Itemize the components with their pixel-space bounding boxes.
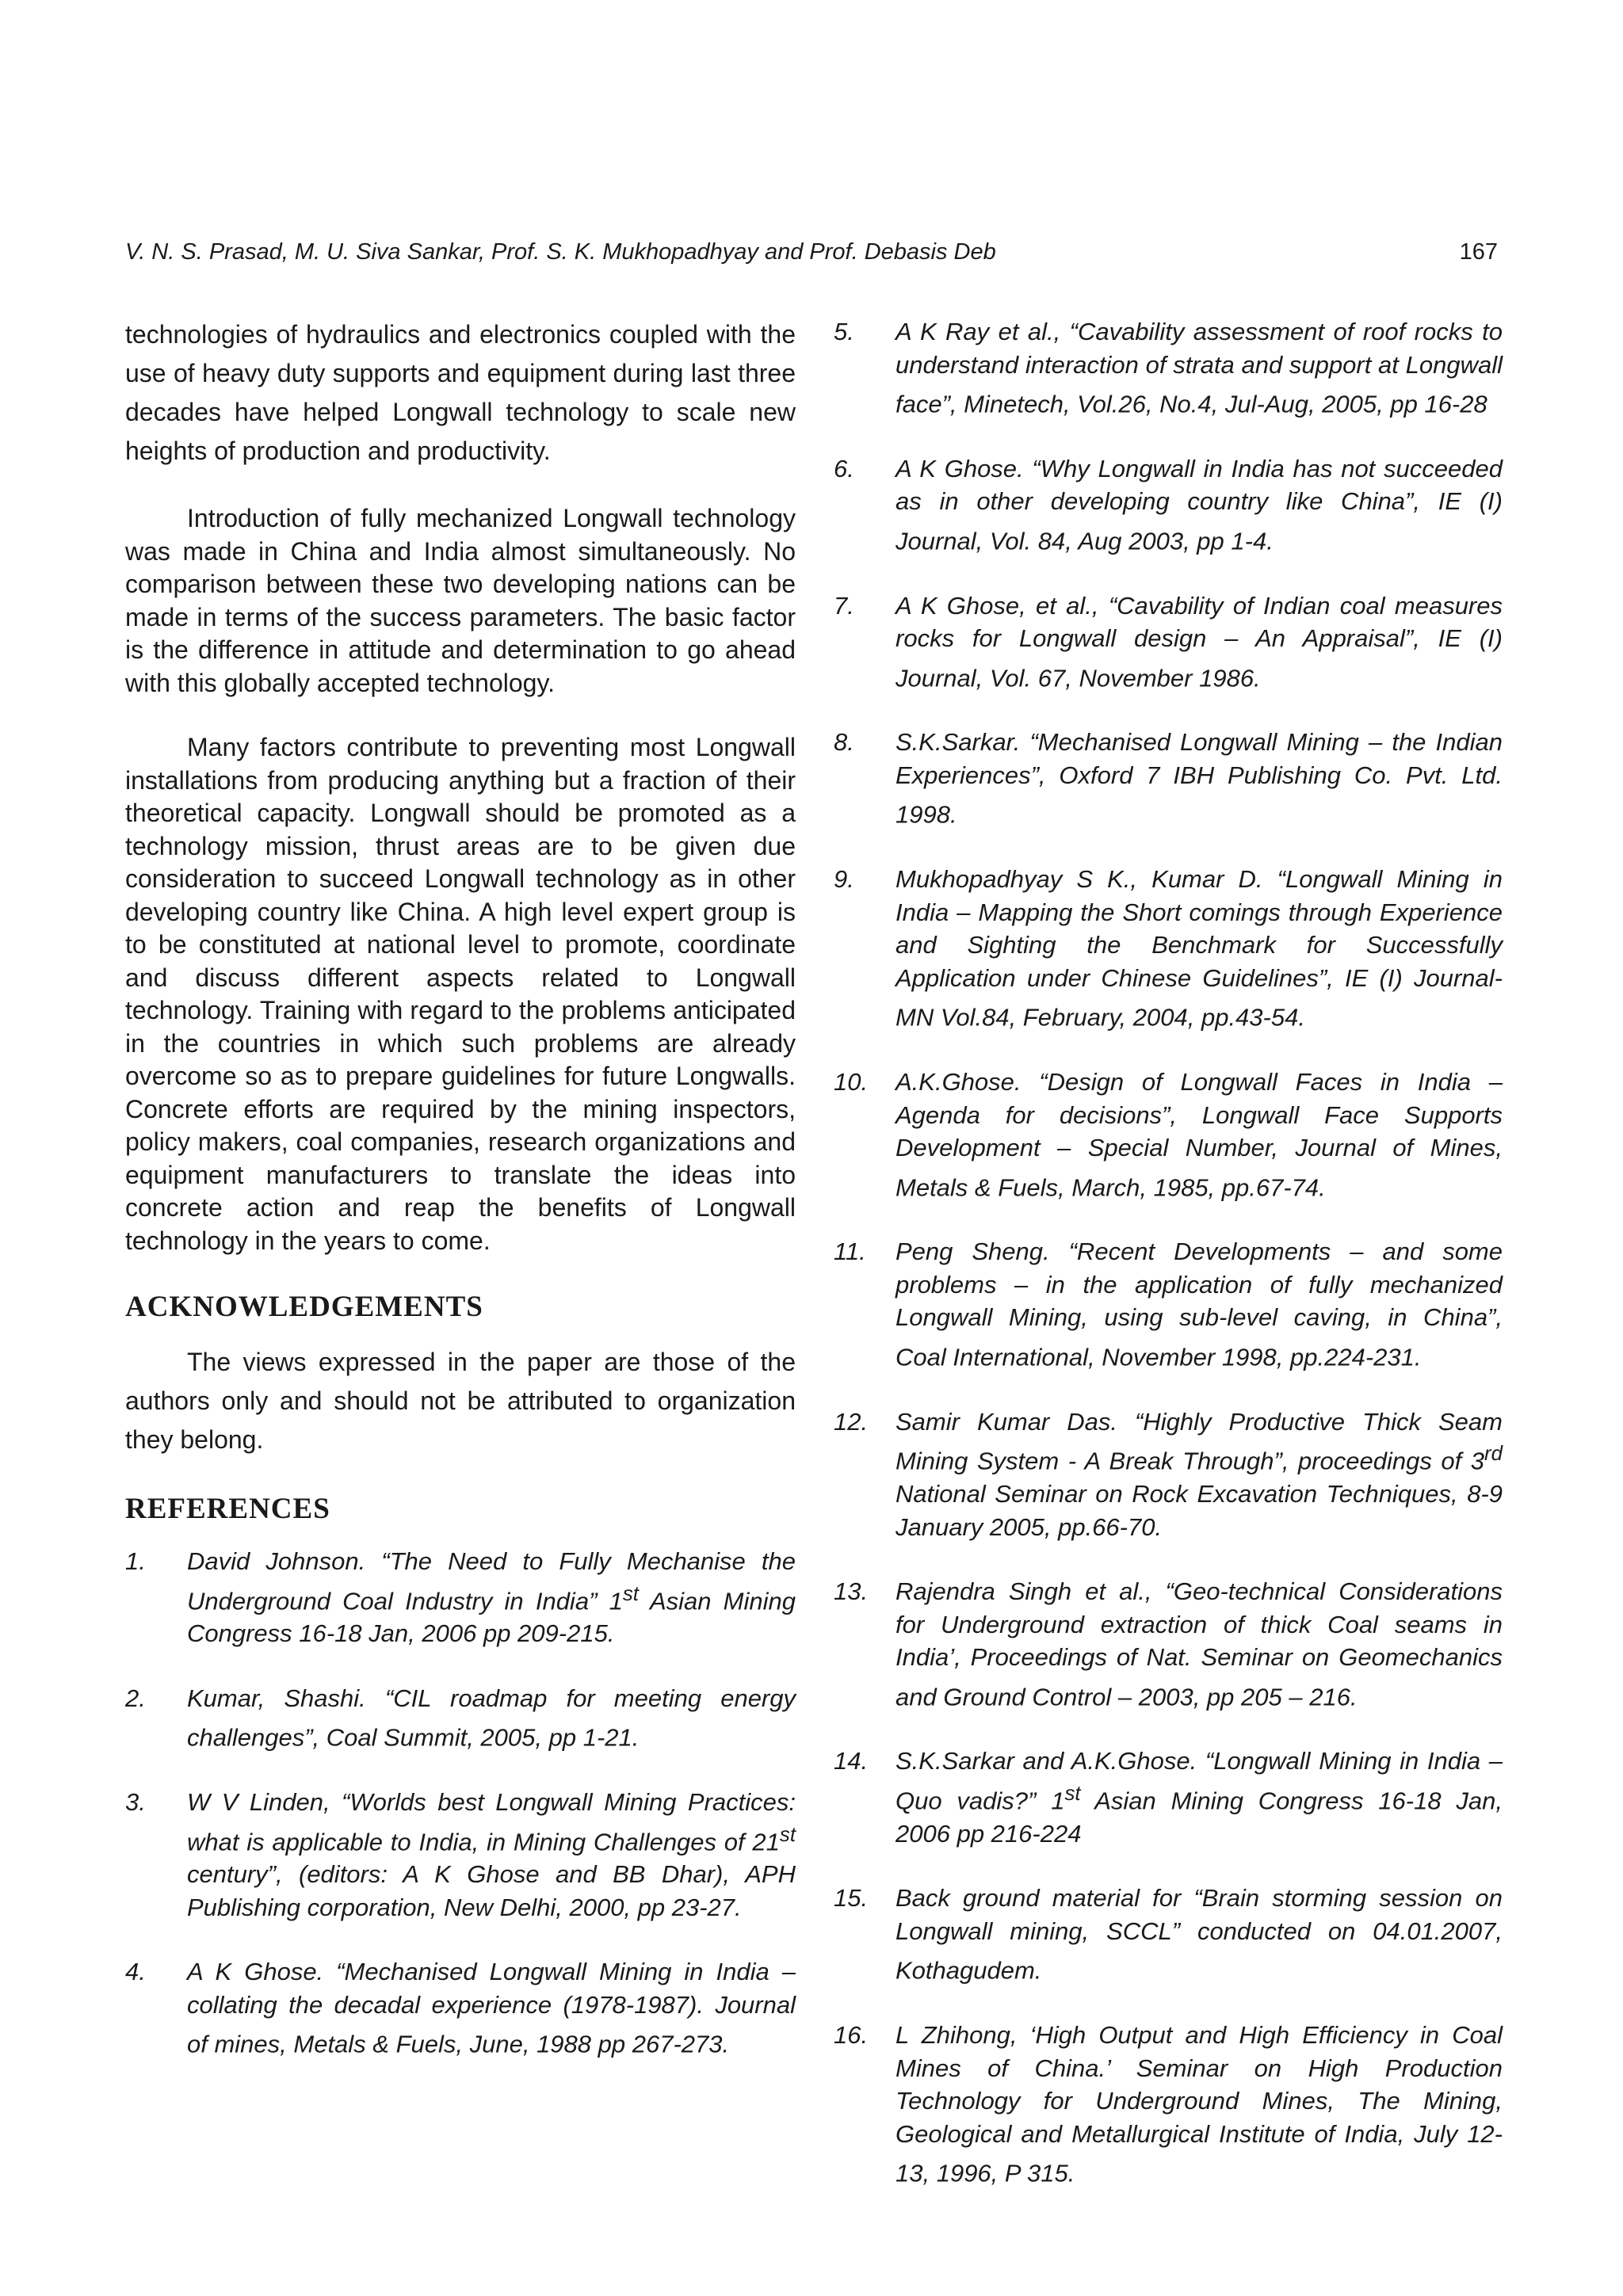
reference-number: 5. (834, 318, 854, 345)
reference-item: 1. David Johnson. “The Need to Fully Mechanise the Underground Coal Industry in India” 1st Asian Mining Congress 16-18 Jan, 2006 pp 209-215. (125, 1545, 796, 1650)
reference-item: 6. A K Ghose. “Why Longwall in India has not succeeded as in other developing country like China”, IE (I) Journal, Vol. 84, Aug 2003, pp 1-4. (834, 452, 1503, 558)
reference-item: 12. Samir Kumar Das. “Highly Productive Thick Seam Mining System - A Break Through”, proceedings of 3rd National Seminar on Rock Excavation Techniques, 8-9 January 2005, pp.66-70. (834, 1405, 1503, 1543)
reference-number: 12. (834, 1407, 869, 1436)
reference-number: 14. (834, 1747, 869, 1775)
reference-item: 15. Back ground material for “Brain storming session on Longwall mining, SCCL” conducted on 04.01.2007, Kothagudem. (834, 1882, 1503, 1987)
reference-number: 16. (834, 2021, 869, 2050)
reference-number: 8. (834, 728, 854, 757)
page-number: 167 (1459, 239, 1498, 265)
reference-number: 15. (834, 1884, 869, 1913)
reference-number: 4. (125, 1958, 146, 1986)
right-column (834, 315, 1503, 2222)
reference-item: 13. Rajendra Singh et al., “Geo-technical Considerations for Underground extraction of thick Coal seams in India’, Proceedings of Nat. Seminar on Geomechanics and Ground Control – 2003, pp 205 – 216. (834, 1575, 1503, 1713)
reference-item: 11. Peng Sheng. “Recent Developments – and some problems – in the application of fully mechanized Longwall Mining, using sub-level caving, in China”, Coal International, November 1998, pp.224-231. (834, 1235, 1503, 1373)
reference-number: 10. (834, 1068, 869, 1097)
reference-list-left (125, 1545, 796, 2061)
reference-item: 7. A K Ghose, et al., “Cavability of Indian coal measures rocks for Longwall design – An Appraisal”, IE (I) Journal, Vol. 67, November 1986. (834, 589, 1503, 695)
reference-item: 14. S.K.Sarkar and A.K.Ghose. “Longwall Mining in India – Quo vadis?” 1st Asian Mining Congress 16-18 Jan, 2006 pp 216-224 (834, 1745, 1503, 1850)
running-header (125, 236, 1498, 268)
acknowledgements-heading: ACKNOWLEDGEMENTS (125, 1291, 483, 1323)
reference-item: 2. Kumar, Shashi. “CIL roadmap for meeting energy challenges”, Coal Summit, 2005, pp 1-21. (125, 1682, 796, 1754)
reference-number: 3. (125, 1788, 146, 1817)
reference-item: 4. A K Ghose. “Mechanised Longwall Mining in India – collating the decadal experience (1978-1987). Journal of mines, Metals & Fuels, June, 1988 pp 267-273. (125, 1955, 796, 2061)
reference-number: 11. (834, 1238, 866, 1266)
left-column (125, 315, 796, 2092)
reference-item: 16. L Zhihong, ‘High Output and High Efficiency in Coal Mines of China.’ Seminar on High Production Technology for Underground Mines, The Mining, Geological and Metallurgical Institute of India, July 12-13, 1996, P 315. (834, 2019, 1503, 2190)
body-paragraph-2: Introduction of fully mechanized Longwall technology was made in China and India almost simultaneously. No comparison between these two developing nations can be made in terms of the success parameters. The basic factor is the difference in attitude and determination to go ahead with this globally accepted technology. (125, 504, 796, 697)
body-paragraph-3: Many factors contribute to preventing most Longwall installations from producing anything but a fraction of their theoretical capacity. Longwall should be promoted as a technology mission, thrust areas are to be given due consideration to succeed Longwall technology as in other developing country like China. A high level expert group is to be constituted at national level to promote, coordinate and discuss different aspects related to Longwall technology. Training with regard to the problems anticipated in the countries in which such problems are already overcome so as to prepare guidelines for future Longwalls. Concrete efforts are required by the mining inspectors, policy makers, coal companies, research organizations and equipment manufacturers to translate the ideas into concrete action and reap the benefits of Longwall technology in the years to come. (125, 733, 796, 1255)
reference-item: 3. W V Linden, “Worlds best Longwall Mining Practices: what is applicable to India, in Mining Challenges of 21st century”, (editors: A K Ghose and BB Dhar), APH Publishing corporation, New Delhi, 2000, pp 23-27. (125, 1786, 796, 1924)
body-paragraph-1: technologies of hydraulics and electronics coupled with the use of heavy duty supports and equipment during last three decades have helped Longwall technology to scale new heights of production and productivity. (125, 320, 796, 465)
reference-item: 10. A.K.Ghose. “Design of Longwall Faces in India – Agenda for decisions”, Longwall Face Supports Development – Special Number, Journal of Mines, Metals & Fuels, March, 1985, pp.67-74. (834, 1066, 1503, 1203)
reference-number: 1. (125, 1547, 146, 1575)
running-header-authors: V. N. S. Prasad, M. U. Siva Sankar, Prof. S. K. Mukhopadhyay and Prof. Debasis Deb (125, 239, 996, 265)
reference-item: 9. Mukhopadhyay S K., Kumar D. “Longwall Mining in India – Mapping the Short comings through Experience and Sighting the Benchmark for Successfully Application under Chinese Guidelines”, IE (I) Journal-MN Vol.84, February, 2004, pp.43-54. (834, 863, 1503, 1034)
reference-list-right (834, 315, 1503, 2190)
reference-number: 9. (834, 865, 854, 894)
reference-number: 7. (834, 591, 854, 620)
reference-number: 2. (125, 1684, 146, 1712)
acknowledgements-text: The views expressed in the paper are those of the authors only and should not be attributed to organization they belong. (125, 1348, 796, 1454)
references-heading: REFERENCES (125, 1493, 330, 1525)
reference-item: 5. A K Ray et al., “Cavability assessment of roof rocks to understand interaction of strata and support at Longwall face”, Minetech, Vol.26, No.4, Jul-Aug, 2005, pp 16-28 (834, 315, 1503, 421)
reference-number: 6. (834, 454, 854, 482)
reference-item: 8. S.K.Sarkar. “Mechanised Longwall Mining – the Indian Experiences”, Oxford 7 IBH Publishing Co. Pvt. Ltd. 1998. (834, 726, 1503, 831)
reference-number: 13. (834, 1577, 869, 1606)
